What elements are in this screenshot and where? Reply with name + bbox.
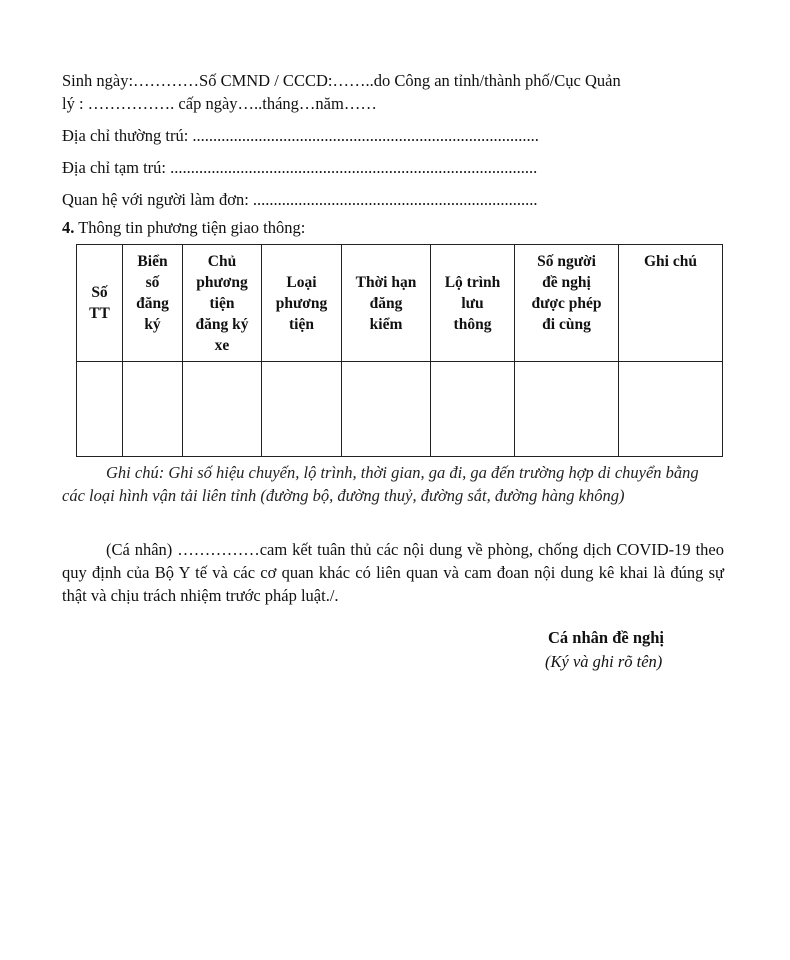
header-text: Biển xyxy=(137,253,168,270)
header-inspection-period xyxy=(342,245,431,362)
header-text: Số xyxy=(91,284,108,301)
header-text: Ghi chú xyxy=(644,253,697,270)
commitment-paragraph: (Cá nhân) ……………cam kết tuân thủ các nội dung về phòng, chống dịch COVID-19 theo quy định của Bộ Y tế và các cơ quan khác có liên quan và cam đoan nội dung kê khai là đúng sự thật và chịu trách nhiệm trước pháp luật./. xyxy=(62,540,724,605)
permanent-address-line: Địa chỉ thường trú: .................................................................................... xyxy=(62,126,539,145)
signature-title: Cá nhân đề nghị xyxy=(548,628,665,647)
header-text: số xyxy=(145,274,160,291)
header-vehicle-type xyxy=(262,245,342,362)
header-text: Loại xyxy=(286,273,317,291)
header-stt xyxy=(77,245,123,362)
header-text: Thời hạn xyxy=(355,273,417,291)
header-text: thông xyxy=(453,315,492,333)
header-text: đi cùng xyxy=(542,316,591,333)
section-4-title: Thông tin phương tiện giao thông: xyxy=(78,218,306,237)
header-text: Lộ trình xyxy=(444,273,501,291)
header-text: kiểm xyxy=(369,315,403,333)
table-cell[interactable] xyxy=(183,362,262,457)
table-cell[interactable] xyxy=(262,362,342,457)
header-text: tiện xyxy=(209,295,235,312)
header-text: TT xyxy=(89,305,110,322)
header-route xyxy=(431,245,515,362)
header-text: đăng ký xyxy=(195,316,249,333)
table-cell[interactable] xyxy=(77,362,123,457)
temporary-address-line: Địa chỉ tạm trú: ......................................................................................... xyxy=(62,158,538,177)
header-notes xyxy=(619,245,723,362)
issuing-authority-line: lý : ……………. cấp ngày…..tháng…năm…… xyxy=(62,94,377,113)
header-text: đề nghị xyxy=(542,274,591,291)
table-cell[interactable] xyxy=(515,362,619,457)
table-row xyxy=(77,362,723,457)
table-note: Ghi chú: Ghi số hiệu chuyến, lộ trình, thời gian, ga đi, ga đến trường hợp di chuyển bằng các loại hình vận tải liên tỉnh (đường bộ, đường thuỷ, đường sắt, đường hàng không) xyxy=(62,463,699,505)
header-text: xe xyxy=(214,337,230,354)
table-header-row xyxy=(77,245,723,362)
signature-instruction: (Ký và ghi rõ tên) xyxy=(545,652,663,671)
header-vehicle-owner xyxy=(183,245,262,362)
header-text: lưu xyxy=(461,294,484,312)
table-cell[interactable] xyxy=(123,362,183,457)
header-text: được phép xyxy=(531,295,602,312)
header-text: đăng xyxy=(136,295,169,312)
header-text: đăng xyxy=(369,294,403,312)
header-passenger-count xyxy=(515,245,619,362)
header-text: Số người xyxy=(537,253,596,270)
table-cell[interactable] xyxy=(619,362,723,457)
section-4-number: 4. xyxy=(62,218,75,237)
header-plate-number xyxy=(123,245,183,362)
header-text: phương xyxy=(196,274,248,291)
header-text: ký xyxy=(144,316,161,333)
section-4-heading xyxy=(62,218,305,238)
header-text: phương xyxy=(275,294,328,312)
vehicle-info-table xyxy=(76,244,723,457)
birth-id-line: Sinh ngày:…………Số CMND / CCCD:……..do Công an tỉnh/thành phố/Cục Quản xyxy=(62,71,621,90)
header-text: tiện xyxy=(289,315,314,333)
table-cell[interactable] xyxy=(342,362,431,457)
relationship-line: Quan hệ với người làm đơn: ..................................................................... xyxy=(62,190,538,209)
header-text: Chủ xyxy=(207,253,237,270)
table-cell[interactable] xyxy=(431,362,515,457)
